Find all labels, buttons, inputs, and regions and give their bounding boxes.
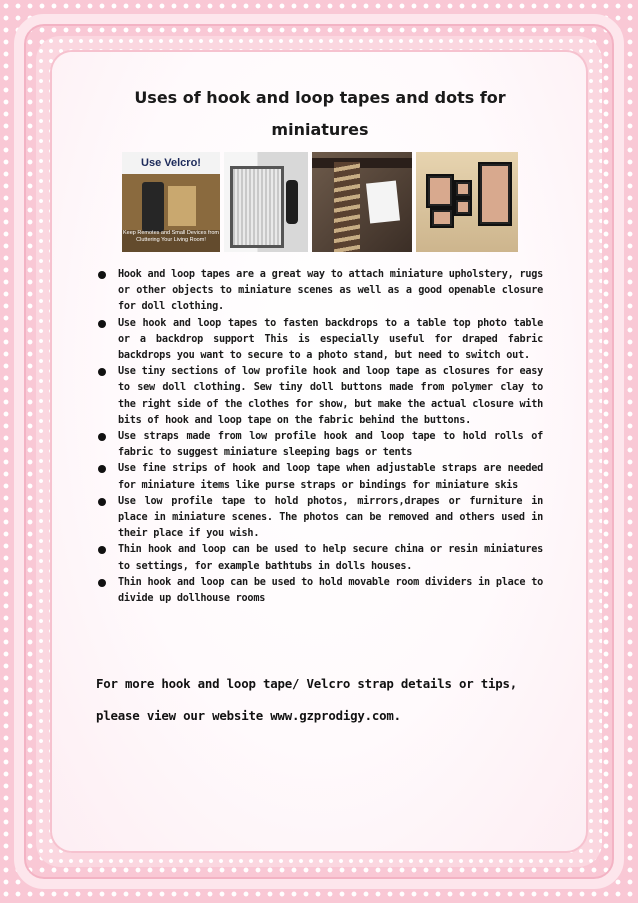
bullet-icon [98, 271, 106, 279]
bullet-icon [98, 465, 106, 473]
list-item: Use tiny sections of low profile hook and loop tape as closures for easy to sew doll clothing. Sew tiny doll buttons made from polymer clay to the right side of the clothes for show, but make the actual closure with bits of hook and loop tape on the fabric behind the buttons. [96, 364, 543, 429]
device-image [168, 186, 196, 226]
list-item: Thin hook and loop can be used to help secure china or resin miniatures to settings, for example bathtubs in dolls houses. [96, 542, 543, 574]
photo-tv-remote [224, 152, 308, 252]
list-item: Use fine strips of hook and loop tape when adjustable straps are needed for miniature items like purse straps or bindings for miniature skis [96, 461, 543, 493]
photo-subcaption: Keep Remotes and Small Devices from Cluttering Your Living Room! [122, 230, 220, 252]
bullet-icon [98, 546, 106, 554]
tv-image [230, 166, 284, 248]
list-item: Thin hook and loop can be used to hold movable room dividers in place to divide up dollhouse rooms [96, 575, 543, 607]
list-item: Hook and loop tapes are a great way to attach miniature upholstery, rugs or other objects to miniature scenes as well as a good openable closure for doll clothing. [96, 267, 543, 316]
list-item: Use low profile tape to hold photos, mirrors,drapes or furniture in place in miniature scenes. The photos can be removed and others used in their place if you wish. [96, 494, 543, 543]
frame-image [426, 174, 454, 208]
uses-list [96, 267, 543, 607]
photo-wall-frames [416, 152, 518, 252]
list-item: Use straps made from low profile hook and loop tape to hold rolls of fabric to suggest miniature sleeping bags or tents [96, 429, 543, 461]
bullet-icon [98, 498, 106, 506]
frame-image [478, 162, 512, 226]
bullet-icon [98, 368, 106, 376]
curtain-image [334, 162, 360, 252]
bullet-icon [98, 579, 106, 587]
frame-image [430, 208, 454, 228]
bullet-icon [98, 320, 106, 328]
photo-caption: Use Velcro! [141, 157, 201, 169]
frame-image [454, 180, 472, 198]
frame-image [454, 198, 472, 216]
tape-image [366, 181, 400, 224]
photo-velcro-remotes [122, 152, 220, 252]
list-item: Use hook and loop tapes to fasten backdrops to a table top photo table or a backdrop support This is especially useful for draped fabric backdrops you want to secure to a photo stand, but need to switch out. [96, 316, 543, 365]
footer-note: For more hook and loop tape/ Velcro strap details or tips, please view our website www.gzprodigy.com. [96, 676, 518, 723]
remote-image [142, 182, 164, 232]
remote-image [286, 180, 298, 224]
photo-curtain-tieback [312, 152, 412, 252]
curtain-rod-image [312, 158, 412, 168]
photo-strip [122, 152, 518, 252]
bullet-icon [98, 433, 106, 441]
page-title: Uses of hook and loop tapes and dots for miniatures [134, 88, 506, 139]
